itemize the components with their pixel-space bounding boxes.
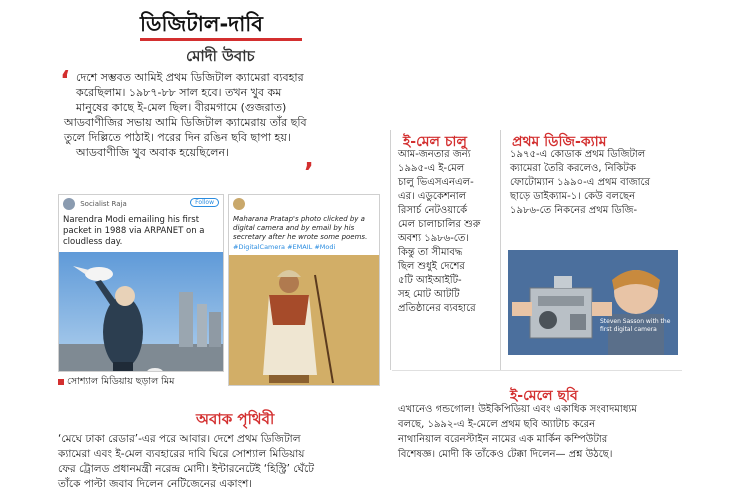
title-underline	[140, 38, 302, 41]
tweet-text: Maharana Pratap's photo clicked by a digital camera and by email by his secretary after he wrote some poems.	[233, 215, 368, 241]
world-line: ফের ট্রোলড প্রধানমন্ত্রী নরেন্দ্র মোদী। ইন্টারনেটেই ‘হিস্ট্রি’ ঘেঁটে	[58, 463, 314, 475]
avatar	[63, 198, 75, 210]
quote-heading: মোদী উবাচ	[186, 47, 255, 65]
tweet-text: Narendra Modi emailing his first packet in 1988 via ARPANET on a cloudless day.	[63, 215, 205, 247]
tweet-card-right	[228, 194, 380, 386]
meme-caption-text: সোশ্যাল মিডিয়ায় ছড়াল মিম	[67, 376, 175, 387]
email-heading: ই-মেল চালু	[403, 134, 467, 150]
camera-line: ক্যামেরা তৈরি করলেও, নিকিটক	[510, 163, 636, 174]
modi-dove-photo	[59, 252, 223, 372]
email-line: এর। এডুকেশনাল	[398, 191, 467, 202]
email-photo-line: বিশেষজ্ঞ। মোদী কি তাঁকেও টেক্কা দিলেন— প্রশ্ন উঠছে।	[398, 449, 613, 460]
email-line: ছিল শুধুই দেশের	[398, 261, 465, 272]
email-body	[398, 148, 498, 316]
bullet-square-icon	[58, 379, 64, 385]
email-line: চালু ভিএসএনএল-	[398, 177, 474, 188]
quote-line: আডবাণীজির সভায় আমি ডিজিটাল ক্যামেরায় তাঁর ছবি	[64, 116, 307, 129]
open-quote-icon: ‘	[60, 66, 70, 96]
meme-caption	[58, 375, 174, 390]
email-line: সহ মোট আটটি	[398, 289, 460, 300]
maharana-painting	[229, 255, 379, 386]
tweet-card-left	[58, 194, 224, 372]
world-line: ক্যামেরা এবং ই-মেল ব্যবহারের দাবি ঘিরে সোশ্যাল মিডিয়ায়	[58, 448, 305, 460]
camera-line: ফোটোম্যান ১৯৯০-এ প্রথম বাজারে	[510, 177, 650, 188]
close-quote-icon: ’	[304, 158, 314, 188]
camera-line: ছাড়ে ডাইক্যাম-১। কেউ বলছেন	[510, 191, 636, 202]
follow-button[interactable]: Follow	[190, 198, 219, 207]
email-photo-heading: ই-মেলে ছবি	[510, 388, 578, 404]
world-line: তাঁকে পাল্টা জবাব দিলেন নেটিজেনের একাংশ।	[58, 478, 253, 490]
email-line: রিসার্চ নেটওয়ার্কে	[398, 205, 468, 216]
quote-body	[64, 70, 396, 160]
camera-line: ১৯৮৬-তে নিকনের প্রথম ডিজি-	[510, 205, 638, 216]
email-photo-line: বলছে, ১৯৯২-এ ই-মেলে প্রথম ছবি অ্যাটাচ করেন	[398, 419, 596, 430]
email-line: কিন্তু তা সীমাবদ্ধ	[398, 247, 463, 258]
camera-body	[510, 148, 730, 218]
column-divider	[390, 130, 391, 370]
world-heading: অবাক পৃথিবী	[196, 410, 275, 428]
email-line: ৫টি আইআইটি-	[398, 275, 462, 286]
quote-line: দেশে সম্ভবত আমিই প্রথম ডিজিটাল ক্যামেরা ব্যবহার	[76, 71, 304, 84]
quote-line: মানুষের কাছে ই-মেল ছিল। বীরমগামে (গুজরাত)	[76, 101, 287, 114]
email-line: ১৯৯৫-এ ই-মেল	[398, 163, 465, 174]
email-line: অবশ্য ১৯৮৬-তে।	[398, 233, 469, 244]
tweet-header	[229, 195, 379, 215]
quote-line: আডবাণীজি খুব অবাক হয়েছিলেন।	[76, 146, 230, 159]
tweet-hashtags: #DigitalCamera #EMAIL #Modi	[233, 243, 336, 251]
email-line: মেল চালাচালির শুরু	[398, 219, 481, 230]
email-line: প্রতিষ্ঠানের ব্যবহারে	[398, 303, 476, 314]
world-body	[58, 432, 388, 492]
quote-line: তুলে দিল্লিতে পাঠাই। পরের দিন রঙিন ছবি ছাপা হয়।	[64, 131, 291, 144]
section-divider	[392, 370, 682, 371]
page-title: ডিজিটাল-দাবি	[140, 12, 263, 36]
quote-line: করেছিলাম। ১৯৮৭-৮৮ সাল হবে। তখন খুব কম	[76, 86, 282, 99]
camera-line: ১৯৭৫-এ কোডাক প্রথম ডিজিটাল	[510, 149, 646, 160]
email-photo-line: নাথানিয়াল বরেনস্টাইন নামের এক মার্কিন কম্পিউটার	[398, 434, 608, 445]
camera-photo-caption: Steven Sasson with the first digital camera	[600, 318, 671, 333]
first-camera-photo	[508, 250, 678, 355]
avatar	[233, 198, 245, 210]
column-divider	[500, 130, 501, 370]
email-photo-line: এখানেও গন্ডগোল! উইকিপিডিয়া এবং একাধিক সংবাদমাধ্যম	[398, 404, 637, 415]
world-line: ‘মেঘে ঢাকা রেডার’-এর পরে আবার। দেশে প্রথম ডিজিটাল	[58, 433, 301, 445]
email-photo-body	[398, 402, 688, 462]
tweet-user: Socialist Raja	[80, 200, 127, 208]
camera-heading: প্রথম ডিজি-ক্যাম	[512, 134, 607, 150]
tweet-header	[59, 195, 223, 215]
email-line: আম-জনতার জন্য	[398, 149, 471, 160]
